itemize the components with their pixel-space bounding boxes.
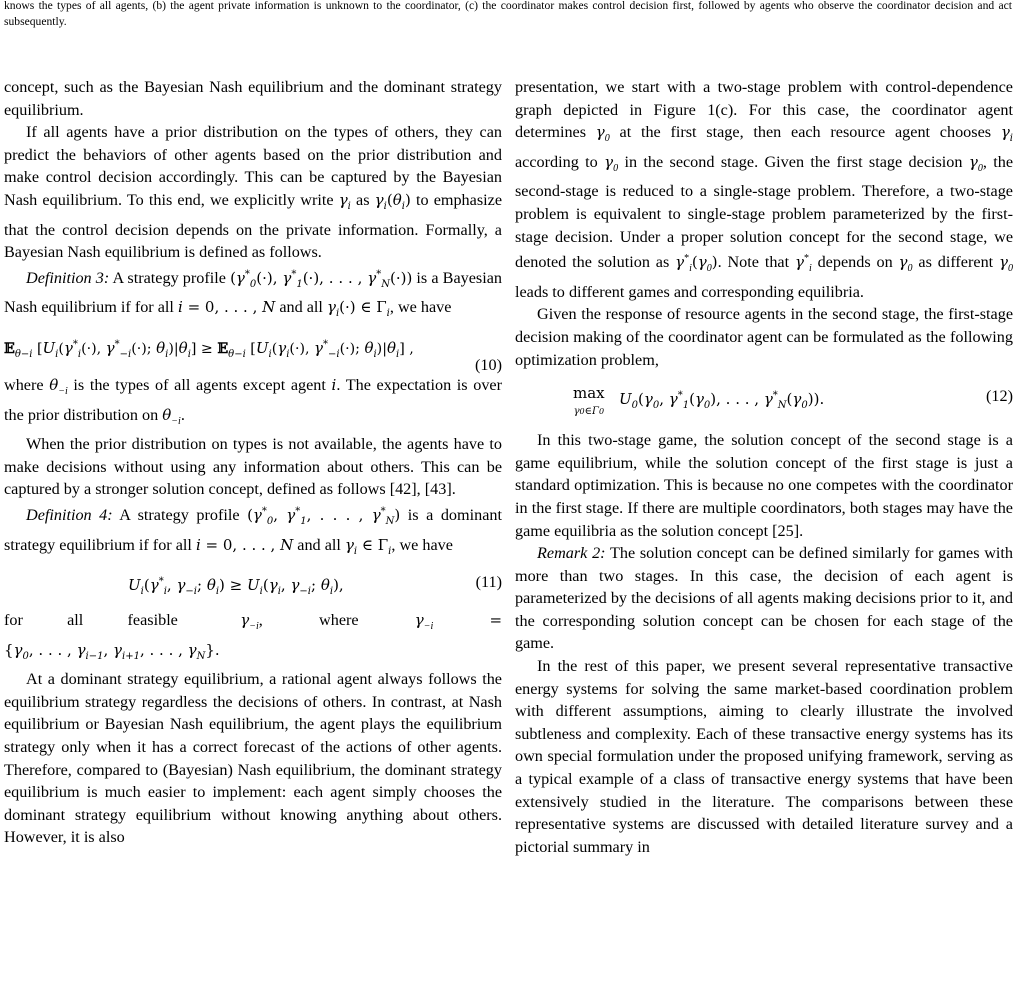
- equation-11: $U_i(\gamma^*_i$, $\gamma_{-i}$; $\theta_i) \ge U_i(\gamma_i$, $\gamma_{-i}$; $\theta_i$), (11): [128, 573, 502, 598]
- left-column: [4, 76, 502, 849]
- figure-caption: knows the types of all agents, (b) the agent private information is unknown to the coordinator, (c) the coordinator makes control decision first, followed by agents who observe the coordinator decision and act subsequently.: [4, 0, 1012, 28]
- paragraph: presentation, we start with a two-stage problem with control-dependence graph depicted in Figure 1(c). For this case, the coordinator agent determines $\gamma_0$ at the first stage, then each resource agent chooses $\gamma_i$ according to $\gamma_0$ in the second stage. Given the first stage decision $\gamma_0$, the second-stage is reduced to a single-stage problem. Therefore, a two-stage problem is equivalent to single-stage problem parameterized by the first-stage decision. Under a proper solution concept for the second stage, we denoted the solution as $\gamma^*_i(\gamma_0)$. Note that $\gamma^*_i$ depends on $\gamma_0$ as different $\gamma_0$ leads to different games and corresponding equilibria.: [515, 78, 1014, 301]
- definition-4: Definition 4: A strategy profile ($\gamma^*_0$, $\gamma^*_1$, . . . , $\gamma^*_N$) is a dominant strategy equilibrium if for all i = 0, . . . , N and all $\gamma_i$ ∈ $\Gamma_i$, we have: [4, 505, 502, 557]
- paragraph: Given the response of resource agents in the second stage, the first-stage decision making of the coordinator agent can be formulated as the following optimization problem,: [515, 305, 1013, 369]
- paragraph: for all feasible $\gamma_{-i}$, where $\gamma_{-i}$ =: [4, 611, 503, 633]
- right-column: [515, 76, 1013, 858]
- paragraph: {$\gamma_0$, . . . , $\gamma_{i-1}$, $\gamma_{i+1}$, . . . , $\gamma_N$}.: [4, 640, 220, 662]
- equation-number: (12): [986, 387, 1013, 406]
- paragraph: concept, such as the Bayesian Nash equilibrium and the dominant strategy equilibrium.: [4, 78, 502, 119]
- paragraph: In this two-stage game, the solution concept of the second stage is a game equilibrium, while the solution concept of the first stage is just a standard optimization. This is because no one competes with the coordinator in the first stage. If there are multiple coordinators, both stages may have the game equilibria as the solution concept [25].: [515, 431, 1013, 540]
- equation-number: (10): [475, 355, 502, 374]
- paragraph: At a dominant strategy equilibrium, a rational agent always follows the equilibrium strategy regardless the decisions of others. In contrast, at Nash equilibrium or Bayesian Nash equilibrium, the agent plays the equilibrium strategy only when it has a correct forecast of the actions of other agents. Therefore, compared to (Bayesian) Nash equilibrium, the dominant strategy equilibrium is much easier to implement: each agent simply chooses the dominant strategy equilibrium without knowing anything about others. However, it is also: [4, 670, 502, 847]
- paragraph: where $\theta_{-i}$ is the types of all agents except agent i. The expectation is over the prior distribution on $\theta_{-i}$.: [4, 375, 502, 427]
- paragraph: When the prior distribution on types is not available, the agents have to make decisions without using any information about others. This can be captured by a stronger solution concept, defined as follows [42], [43].: [4, 435, 502, 499]
- paragraph: In the rest of this paper, we present several representative transactive energy systems for solving the same market-based coordination problem with different assumptions, aiming to clearly illustrate the involved subtleness and complexity. Each of these transactive energy systems has its own special formulation under the proposed unifying framework, serving as a typical example of a class of transactive energy systems that have been extensively studied in the literature. The comparisons between these representative systems are discussed with detailed literature survey and a pictorial summary in: [515, 657, 1013, 856]
- paragraph: If all agents have a prior distribution on the types of others, they can predict the behaviors of other agents based on the prior distribution and make control decision accordingly. This can be captured by the Bayesian Nash equilibrium. To this end, we explicitly write $\gamma_i$ as $\gamma_i(\theta_i)$ to emphasize that the control decision depends on the private information. Formally, a Bayesian Nash equilibrium is defined as follows.: [4, 123, 503, 262]
- equation-12: max γ0∈Γ0 $U_0(\gamma_0$, $\gamma^*_1(\gamma_0)$, . . . , $\gamma^*_N(\gamma_0)$). (12): [573, 384, 1013, 418]
- remark-2: Remark 2: The solution concept can be defined similarly for games with more than two stages. In this case, the decision of each agent is parameterized by the decisions of all agents making decisions prior to it, and the corresponding solution concept can be chosen for each stage of the game.: [515, 544, 1014, 653]
- definition-3: Definition 3: A strategy profile ($\gamma^*_0(\cdot)$, $\gamma^*_1(\cdot)$, . . . , $\gamma^*_N(\cdot)$) is a Bayesian Nash equilibrium if for all i = 0, . . . , N and all $\gamma_i(\cdot)$ ∈ $\Gamma_i$, we have: [4, 268, 502, 320]
- equation-10: 𝔼$_{\theta-i}$ [$U_i(\gamma^*_i(\cdot)$, $\gamma^*_{-i}(\cdot)$; $\theta_i)|\theta_i$] ≥ 𝔼$_{\theta-i}$ [$U_i(\gamma_i(\cdot)$, $\gamma^*_{-i}(\cdot)$; $\theta_i)|\theta_i$] , (10): [4, 326, 502, 374]
- equation-number: (11): [475, 573, 502, 592]
